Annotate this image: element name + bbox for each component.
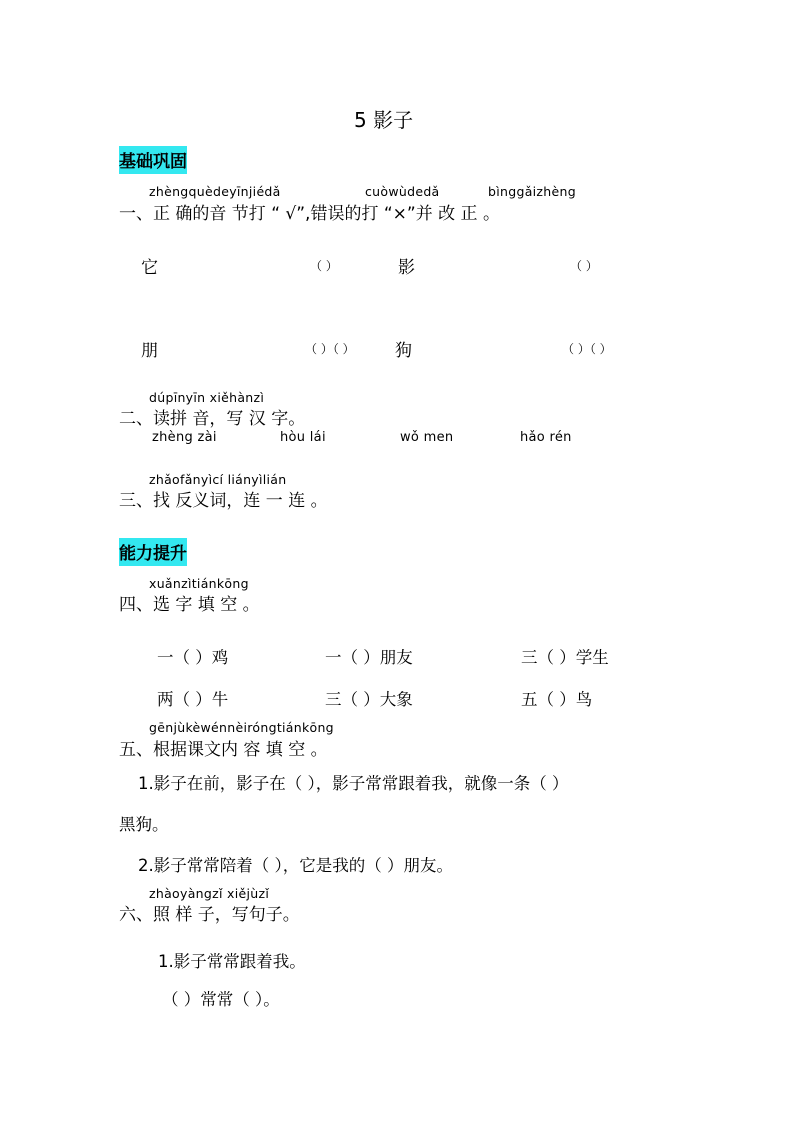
q4-item-xuesheng[interactable]: 三（ ）学生 [521, 648, 609, 667]
q6-fill-line[interactable]: （ ）常常（ ）。 [162, 990, 280, 1009]
q4-item-niao[interactable]: 五（ ）鸟 [521, 690, 593, 709]
q1-char-ying: 影 [398, 258, 415, 278]
q6-example-sentence: 1.影子常常跟着我。 [158, 952, 306, 971]
section-label-advanced: 能力提升 [119, 538, 187, 566]
q1-char-ta: 它 [141, 258, 158, 278]
q2-word-2: hòu lái [280, 430, 326, 445]
q1-pinyin-correct-it: bìnggǎizhèng [488, 184, 576, 199]
q3-instruction: 三、找 反义词，连 一 连 。 [119, 491, 328, 511]
q4-item-ji[interactable]: 一（ ）鸡 [157, 648, 229, 667]
q6-instruction: 六、照 样 子，写句子。 [119, 905, 300, 925]
q1-pinyin-wrong: cuòwùdedǎ [365, 184, 440, 199]
q1-pinyin-correct-syllable: zhèngquèdeyīnjiédǎ [149, 184, 281, 199]
q1-answer-paren-ta[interactable]: （ ） [310, 259, 338, 273]
q2-word-1: zhèng zài [152, 430, 217, 445]
q1-answer-paren-gou[interactable]: （ ）（ ） [562, 342, 612, 356]
q1-answer-paren-ying[interactable]: （ ） [570, 259, 598, 273]
q4-item-daxiang[interactable]: 三（ ）大象 [325, 690, 413, 709]
q1-instruction: 一、正 确的音 节打 “ √”,错误的打 “×”并 改 正 。 [119, 204, 500, 224]
q4-instruction: 四、选 字 填 空 。 [119, 595, 260, 615]
q4-item-pengyou[interactable]: 一（ ）朋友 [325, 648, 413, 667]
q6-pinyin: zhàoyàngzǐ xiějùzǐ [149, 886, 270, 901]
q2-pinyin: dúpīnyīn xiěhànzì [149, 390, 265, 405]
q1-char-peng: 朋 [141, 341, 158, 361]
page-title: 5 影子 [354, 108, 414, 132]
q2-word-3: wǒ men [400, 430, 454, 445]
q5-pinyin: gēnjùkèwénnèiróngtiánkōng [149, 720, 334, 735]
q4-pinyin: xuǎnzìtiánkōng [149, 576, 249, 591]
q4-item-niu[interactable]: 两（ ）牛 [157, 690, 229, 709]
q2-instruction: 二、读拼 音，写 汉 字。 [119, 409, 306, 429]
section-label-basic: 基础巩固 [119, 146, 187, 174]
q2-word-4: hǎo rén [520, 430, 572, 445]
q1-char-gou: 狗 [395, 341, 412, 361]
q5-sentence-1[interactable]: 1.影子在前，影子在（ ），影子常常跟着我，就像一条（ ） [138, 774, 569, 793]
q5-sentence-2[interactable]: 2.影子常常陪着（ ），它是我的（ ）朋友。 [138, 856, 453, 875]
q5-sentence-1-end: 黑狗。 [119, 815, 169, 834]
q1-answer-paren-peng[interactable]: （ ）（ ） [305, 342, 355, 356]
q3-pinyin: zhǎofǎnyìcí liányìlián [149, 472, 287, 487]
q5-instruction: 五、根据课文内 容 填 空 。 [119, 740, 328, 760]
